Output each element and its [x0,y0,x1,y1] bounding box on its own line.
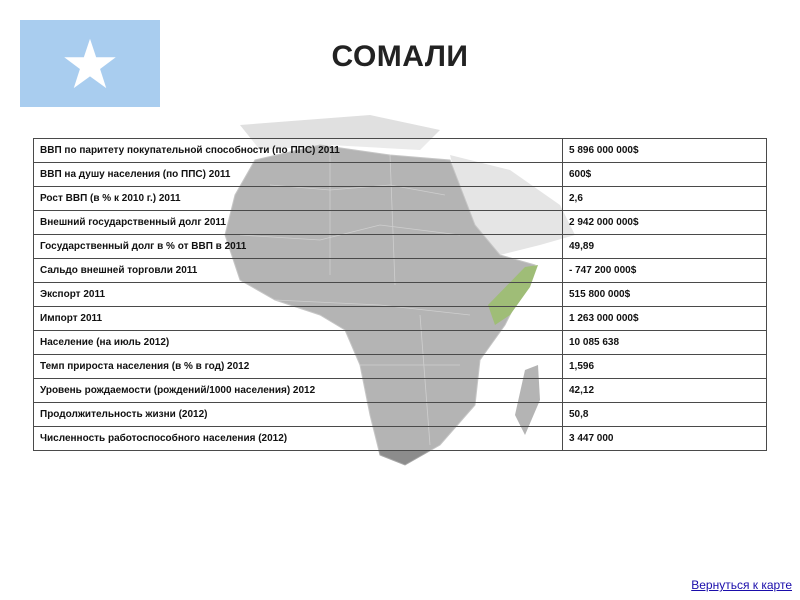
table-row [34,379,767,403]
table-row [34,403,767,427]
economic-stats-table [33,138,767,451]
row-label: Население (на июль 2012) [34,331,563,355]
row-value: 515 800 000$ [563,283,767,307]
row-label: Уровень рождаемости (рождений/1000 населения) 2012 [34,379,563,403]
row-value: 5 896 000 000$ [563,139,767,163]
row-label: Продолжительность жизни (2012) [34,403,563,427]
row-label: ВВП на душу населения (по ППС) 2011 [34,163,563,187]
row-value: 49,89 [563,235,767,259]
row-label: Экспорт 2011 [34,283,563,307]
row-value: 600$ [563,163,767,187]
row-value: - 747 200 000$ [563,259,767,283]
table-row [34,283,767,307]
row-label: Импорт 2011 [34,307,563,331]
table-row [34,211,767,235]
row-label: Рост ВВП (в % к 2010 г.) 2011 [34,187,563,211]
row-label: Темп прироста населения (в % в год) 2012 [34,355,563,379]
table-row [34,355,767,379]
back-to-map-link[interactable]: Вернуться к карте [691,578,792,592]
row-value: 42,12 [563,379,767,403]
row-label: Внешний государственный долг 2011 [34,211,563,235]
table-row [34,259,767,283]
row-label: Государственный долг в % от ВВП в 2011 [34,235,563,259]
row-value: 2,6 [563,187,767,211]
row-value: 3 447 000 [563,427,767,451]
row-value: 1,596 [563,355,767,379]
row-label: Численность работоспособного населения (2012) [34,427,563,451]
page-title: СОМАЛИ [331,40,469,73]
table-row [34,331,767,355]
row-label: Сальдо внешней торговли 2011 [34,259,563,283]
table-row [34,427,767,451]
row-value: 1 263 000 000$ [563,307,767,331]
table-row [34,187,767,211]
table-row [34,163,767,187]
row-value: 10 085 638 [563,331,767,355]
table-row [34,235,767,259]
table-row [34,307,767,331]
row-value: 2 942 000 000$ [563,211,767,235]
row-value: 50,8 [563,403,767,427]
table-row [34,139,767,163]
row-label: ВВП по паритету покупательной способности (по ППС) 2011 [34,139,563,163]
